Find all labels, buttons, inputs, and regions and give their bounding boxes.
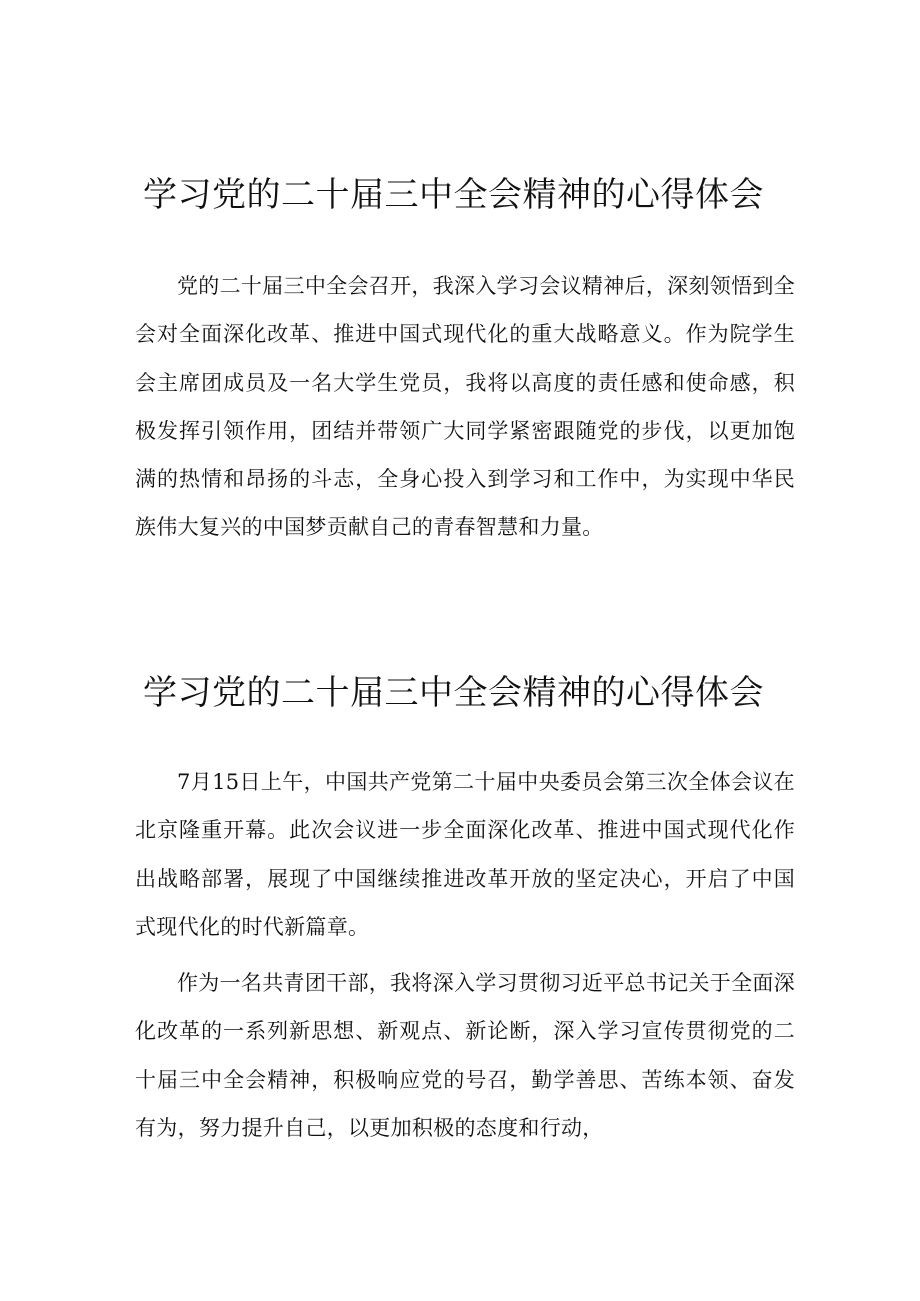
- paragraph: 作为一名共青团干部，我将深入学习贯彻习近平总书记关于全面深化改革的一系列新思想、新观点、新论断，深入学习宣传贯彻党的二十届三中全会精神，积极响应党的号召，勤学善思、苦练本领、奋发有为，努力提升自己，以更加积极的态度和行动，: [135, 971, 795, 1141]
- section-title: 学习党的二十届三中全会精神的心得体会: [143, 175, 764, 215]
- section-title: 学习党的二十届三中全会精神的心得体会: [143, 673, 764, 713]
- paragraph: 7月15日上午，中国共产党第二十届中央委员会第三次全体会议在北京隆重开幕。此次会议进一步全面深化改革、推进中国式现代化作出战略部署，展现了中国继续推进改革开放的坚定决心，开启了中国式现代化的时代新篇章。: [135, 770, 795, 939]
- article-section-1: [135, 170, 795, 552]
- paragraph: 党的二十届三中全会召开，我深入学习会议精神后，深刻领悟到全会对全面深化改革、推进中国式现代化的重大战略意义。作为院学生会主席团成员及一名大学生党员，我将以高度的责任感和使命感，积极发挥引领作用，团结并带领广大同学紧密跟随党的步伐，以更加饱满的热情和昂扬的斗志，全身心投入到学习和工作中，为实现中华民族伟大复兴的中国梦贡献自己的青春智慧和力量。: [135, 274, 795, 540]
- article-section-2: [135, 668, 795, 1152]
